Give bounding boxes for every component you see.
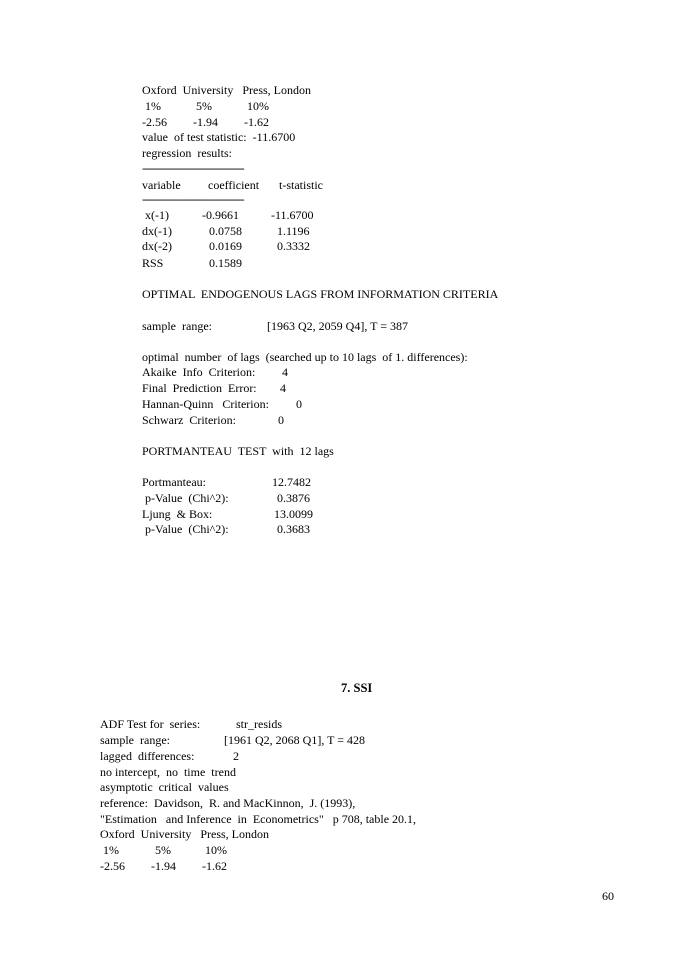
estimation-line: "Estimation and Inference in Econometrics" p 708, table 20.1,: [100, 812, 417, 826]
row-coefficient: 0.0169: [209, 239, 242, 253]
publisher-line: Oxford University Press, London: [100, 827, 269, 841]
criterion-value: 0: [296, 397, 302, 411]
crit-value-1pct: -2.56: [142, 115, 167, 129]
reg-header-tstat: t-statistic: [279, 178, 323, 192]
stat-label: Portmanteau:: [142, 475, 206, 489]
criterion-value: 0: [278, 413, 284, 427]
section-heading: 7. SSI: [341, 681, 373, 695]
crit-header-5pct: 5%: [196, 99, 212, 113]
crit-header-10pct: 10%: [247, 99, 269, 113]
publisher-line: Oxford University Press, London: [142, 83, 311, 97]
crit-header-1pct: 1%: [142, 99, 161, 113]
page-number: 60: [602, 889, 614, 903]
dash-separator: ---------------------------------------: [142, 192, 244, 206]
crit-value-5pct: -1.94: [193, 115, 218, 129]
lagged-differences-value: 2: [233, 749, 239, 763]
stat-label: Ljung & Box:: [142, 507, 213, 521]
sample-range-label: sample range:: [100, 733, 170, 747]
crit-value-5pct: -1.94: [151, 859, 176, 873]
row-variable: x(-1): [142, 208, 169, 222]
row-variable: dx(-2): [142, 239, 172, 253]
row-coefficient: 0.0758: [209, 224, 242, 238]
row-coefficient: 0.1589: [209, 256, 242, 270]
row-tstat: -11.6700: [271, 208, 314, 222]
criterion-label: Schwarz Criterion:: [142, 413, 236, 427]
lagged-differences-label: lagged differences:: [100, 749, 195, 763]
optimal-lags-title: OPTIMAL ENDOGENOUS LAGS FROM INFORMATION CRITERIA: [142, 287, 499, 301]
regression-results-label: regression results:: [142, 146, 232, 160]
stat-label: p-Value (Chi^2):: [142, 491, 229, 505]
crit-header-5pct: 5%: [155, 843, 171, 857]
reg-header-coefficient: coefficient: [208, 178, 260, 192]
sample-range-value: [1961 Q2, 2068 Q1], T = 428: [224, 733, 365, 747]
row-variable: RSS: [142, 256, 164, 270]
crit-header-10pct: 10%: [205, 843, 227, 857]
stat-value: 0.3683: [277, 522, 310, 536]
crit-value-1pct: -2.56: [100, 859, 125, 873]
crit-value-10pct: -1.62: [244, 115, 269, 129]
row-tstat: 0.3332: [277, 239, 310, 253]
criterion-value: 4: [282, 365, 288, 379]
sample-range-label: sample range:: [142, 319, 212, 333]
reg-header-variable: variable: [142, 178, 181, 192]
portmanteau-title: PORTMANTEAU TEST with 12 lags: [142, 444, 334, 458]
row-coefficient: -0.9661: [202, 208, 239, 222]
stat-value: 13.0099: [274, 507, 313, 521]
reference-line: reference: Davidson, R. and MacKinnon, J. (1993),: [100, 796, 356, 810]
test-statistic-line: value of test statistic: -11.6700: [142, 130, 296, 144]
asymptotic-line: asymptotic critical values: [100, 780, 229, 794]
row-tstat: 1.1196: [277, 224, 310, 238]
stat-value: 0.3876: [277, 491, 310, 505]
sample-range-value: [1963 Q2, 2059 Q4], T = 387: [267, 319, 408, 333]
adf-series-label: ADF Test for series:: [100, 717, 201, 731]
stat-label: p-Value (Chi^2):: [142, 522, 229, 536]
crit-header-1pct: 1%: [100, 843, 119, 857]
criterion-value: 4: [280, 381, 286, 395]
stat-value: 12.7482: [272, 475, 311, 489]
criterion-label: Final Prediction Error:: [142, 381, 257, 395]
optimal-number-line: optimal number of lags (searched up to 10 lags of 1. differences):: [142, 350, 468, 364]
crit-value-10pct: -1.62: [202, 859, 227, 873]
no-intercept-line: no intercept, no time trend: [100, 765, 236, 779]
adf-series-value: str_resids: [236, 717, 282, 731]
dash-separator: ---------------------------------------: [142, 161, 244, 175]
criterion-label: Akaike Info Criterion:: [142, 365, 256, 379]
criterion-label: Hannan-Quinn Criterion:: [142, 397, 269, 411]
row-variable: dx(-1): [142, 224, 172, 238]
